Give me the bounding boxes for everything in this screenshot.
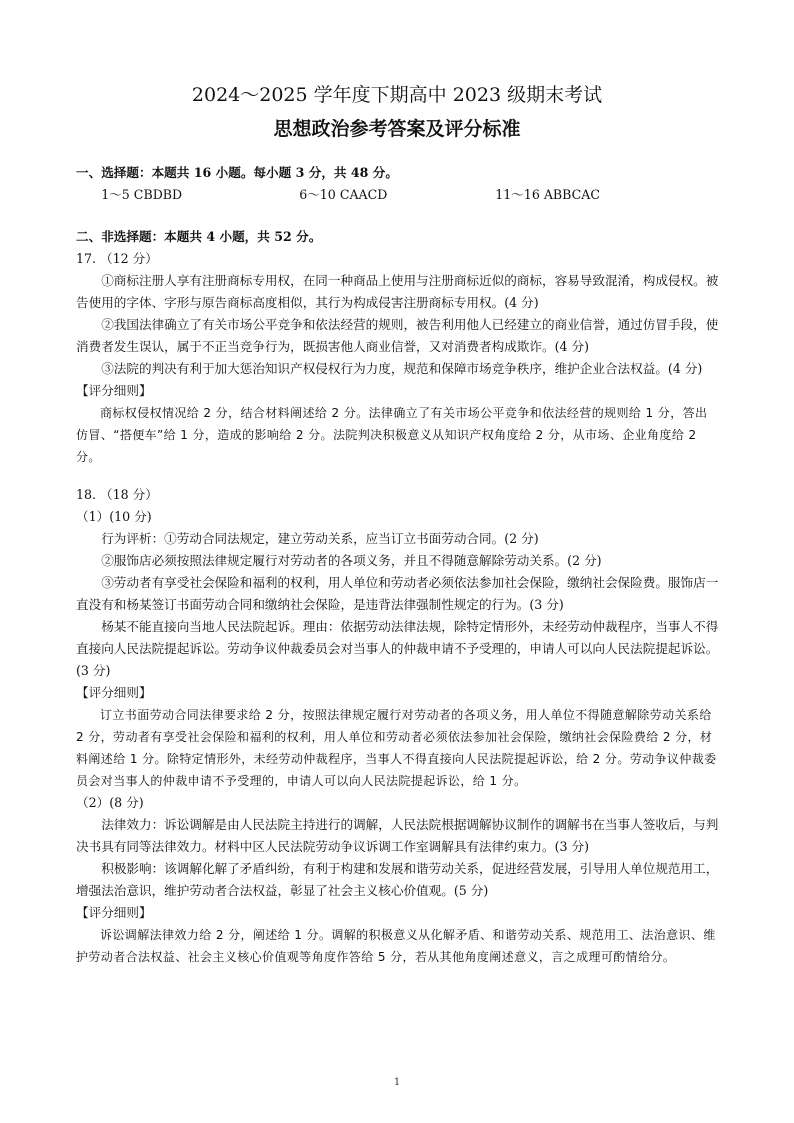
q17-answer-point-1: ①商标注册人享有注册商标专用权，在同一种商品上使用与注册商标近似的商标，容易导致混淆，构成侵权。被告使用的字体、字形与原告商标高度相似，其行为构成侵害注册商标专用权。(4 分) bbox=[76, 273, 719, 310]
mc-answers-row bbox=[76, 184, 719, 206]
mc-answers-group: 6～10 CAACD bbox=[299, 187, 388, 202]
q18-label: 18. （18 分） bbox=[76, 487, 158, 502]
document-title: 2024～2025 学年度下期高中 2023 级期末考试 bbox=[191, 84, 603, 106]
q18-answer-point-5: 法律效力：诉讼调解是由人民法院主持进行的调解，人民法院根据调解协议制作的调解书在当事人签收后，与判决书具有同等法律效力。材料中区人民法院劳动争议诉调工作室调解具有法律约束力。(3 分) bbox=[76, 817, 719, 854]
page-number: 1 bbox=[393, 1077, 401, 1088]
q18-answer-point-1: 行为评析：①劳动合同法规定，建立劳动关系，应当订立书面劳动合同。(2 分) bbox=[101, 531, 539, 546]
q18-rubric1-text: 订立书面劳动合同法律要求给 2 分，按照法律规定履行对劳动者的各项义务，用人单位不得随意解除劳动关系给 2 分，劳动者有享受社会保险和福利的权利，用人单位和劳动者必须依法参加社会保险，缴纳社会保险费给 2 分，材料阐述给 1 分。除特定情形外，未经劳动仲裁程序，当事人不得直接向人民法院提起诉讼，给 2 分。劳动争议仲裁委员会对当事人的仲裁申请不予受理的，申请人可以向人民法院提起诉讼，给 1 分。 bbox=[76, 708, 717, 788]
q18-answer-point-6: 积极影响：该调解化解了矛盾纠纷，有利于构建和发展和谐劳动关系，促进经营发展，引导用人单位规范用工，增强法治意识，维护劳动者合法权益，彰显了社会主义核心价值观。(5 分) bbox=[76, 861, 719, 898]
q18-rubric2-text: 诉讼调解法律效力给 2 分，阐述给 1 分。调解的积极意义从化解矛盾、和谐劳动关系、规范用工、法治意识、维护劳动者合法权益、社会主义核心价值观等角度作答给 5 分，若从其他角度阐述意义，言之成理可酌情给分。 bbox=[76, 928, 716, 964]
q18-part1-label: （1）(10 分) bbox=[76, 509, 152, 524]
q17-label: 17. （12 分） bbox=[76, 251, 158, 266]
mc-answers-group: 11～16 ABBCAC bbox=[495, 187, 601, 202]
q17-rubric-heading: 【评分细则】 bbox=[76, 383, 152, 398]
q17-answer-point-2: ②我国法律确立了有关市场公平竞争和依法经营的规则，被告利用他人已经建立的商业信誉，通过仿冒手段，使消费者发生误认，属于不正当竞争行为，既损害他人商业信誉，又对消费者构成欺诈。(4 分) bbox=[76, 317, 719, 354]
q18-rubric1-heading: 【评分细则】 bbox=[76, 685, 152, 700]
section2-heading: 二、非选择题：本题共 4 小题，共 52 分。 bbox=[76, 229, 322, 244]
q18-answer-point-4: 杨某不能直接向当地人民法院起诉。理由：依据劳动法律法规，除特定情形外，未经劳动仲裁程序，当事人不得直接向人民法院提起诉讼。劳动争议仲裁委员会对当事人的仲裁申请不予受理的，申请人可以向人民法院提起诉讼。(3 分) bbox=[76, 619, 719, 678]
section1-heading: 一、选择题：本题共 16 小题。每小题 3 分，共 48 分。 bbox=[76, 165, 398, 180]
q18-part2-label: （2）(8 分) bbox=[76, 795, 144, 810]
document-subtitle: 思想政治参考答案及评分标准 bbox=[273, 118, 521, 140]
mc-answers-group: 1～5 CBDBD bbox=[101, 187, 183, 202]
q17-rubric-text: 商标权侵权情况给 2 分，结合材料阐述给 2 分。法律确立了有关市场公平竞争和依法经营的规则给 1 分，答出仿冒、“搭便车”给 1 分，造成的影响给 2 分。法院判决积极意义从知识产权角度给 2 分，从市场、企业角度给 2 分。 bbox=[76, 406, 708, 464]
q18-answer-point-3: ③劳动者有享受社会保险和福利的权利，用人单位和劳动者必须依法参加社会保险，缴纳社会保险费。服饰店一直没有和杨某签订书面劳动合同和缴纳社会保险，是违背法律强制性规定的行为。(3 分) bbox=[76, 575, 719, 612]
q18-rubric2-heading: 【评分细则】 bbox=[76, 905, 152, 920]
q17-answer-point-3: ③法院的判决有利于加大惩治知识产权侵权行为力度，规范和保障市场竞争秩序，维护企业合法权益。(4 分) bbox=[101, 361, 703, 376]
q18-answer-point-2: ②服饰店必须按照法律规定履行对劳动者的各项义务，并且不得随意解除劳动关系。(2 分) bbox=[101, 553, 602, 568]
document-body bbox=[76, 162, 719, 968]
